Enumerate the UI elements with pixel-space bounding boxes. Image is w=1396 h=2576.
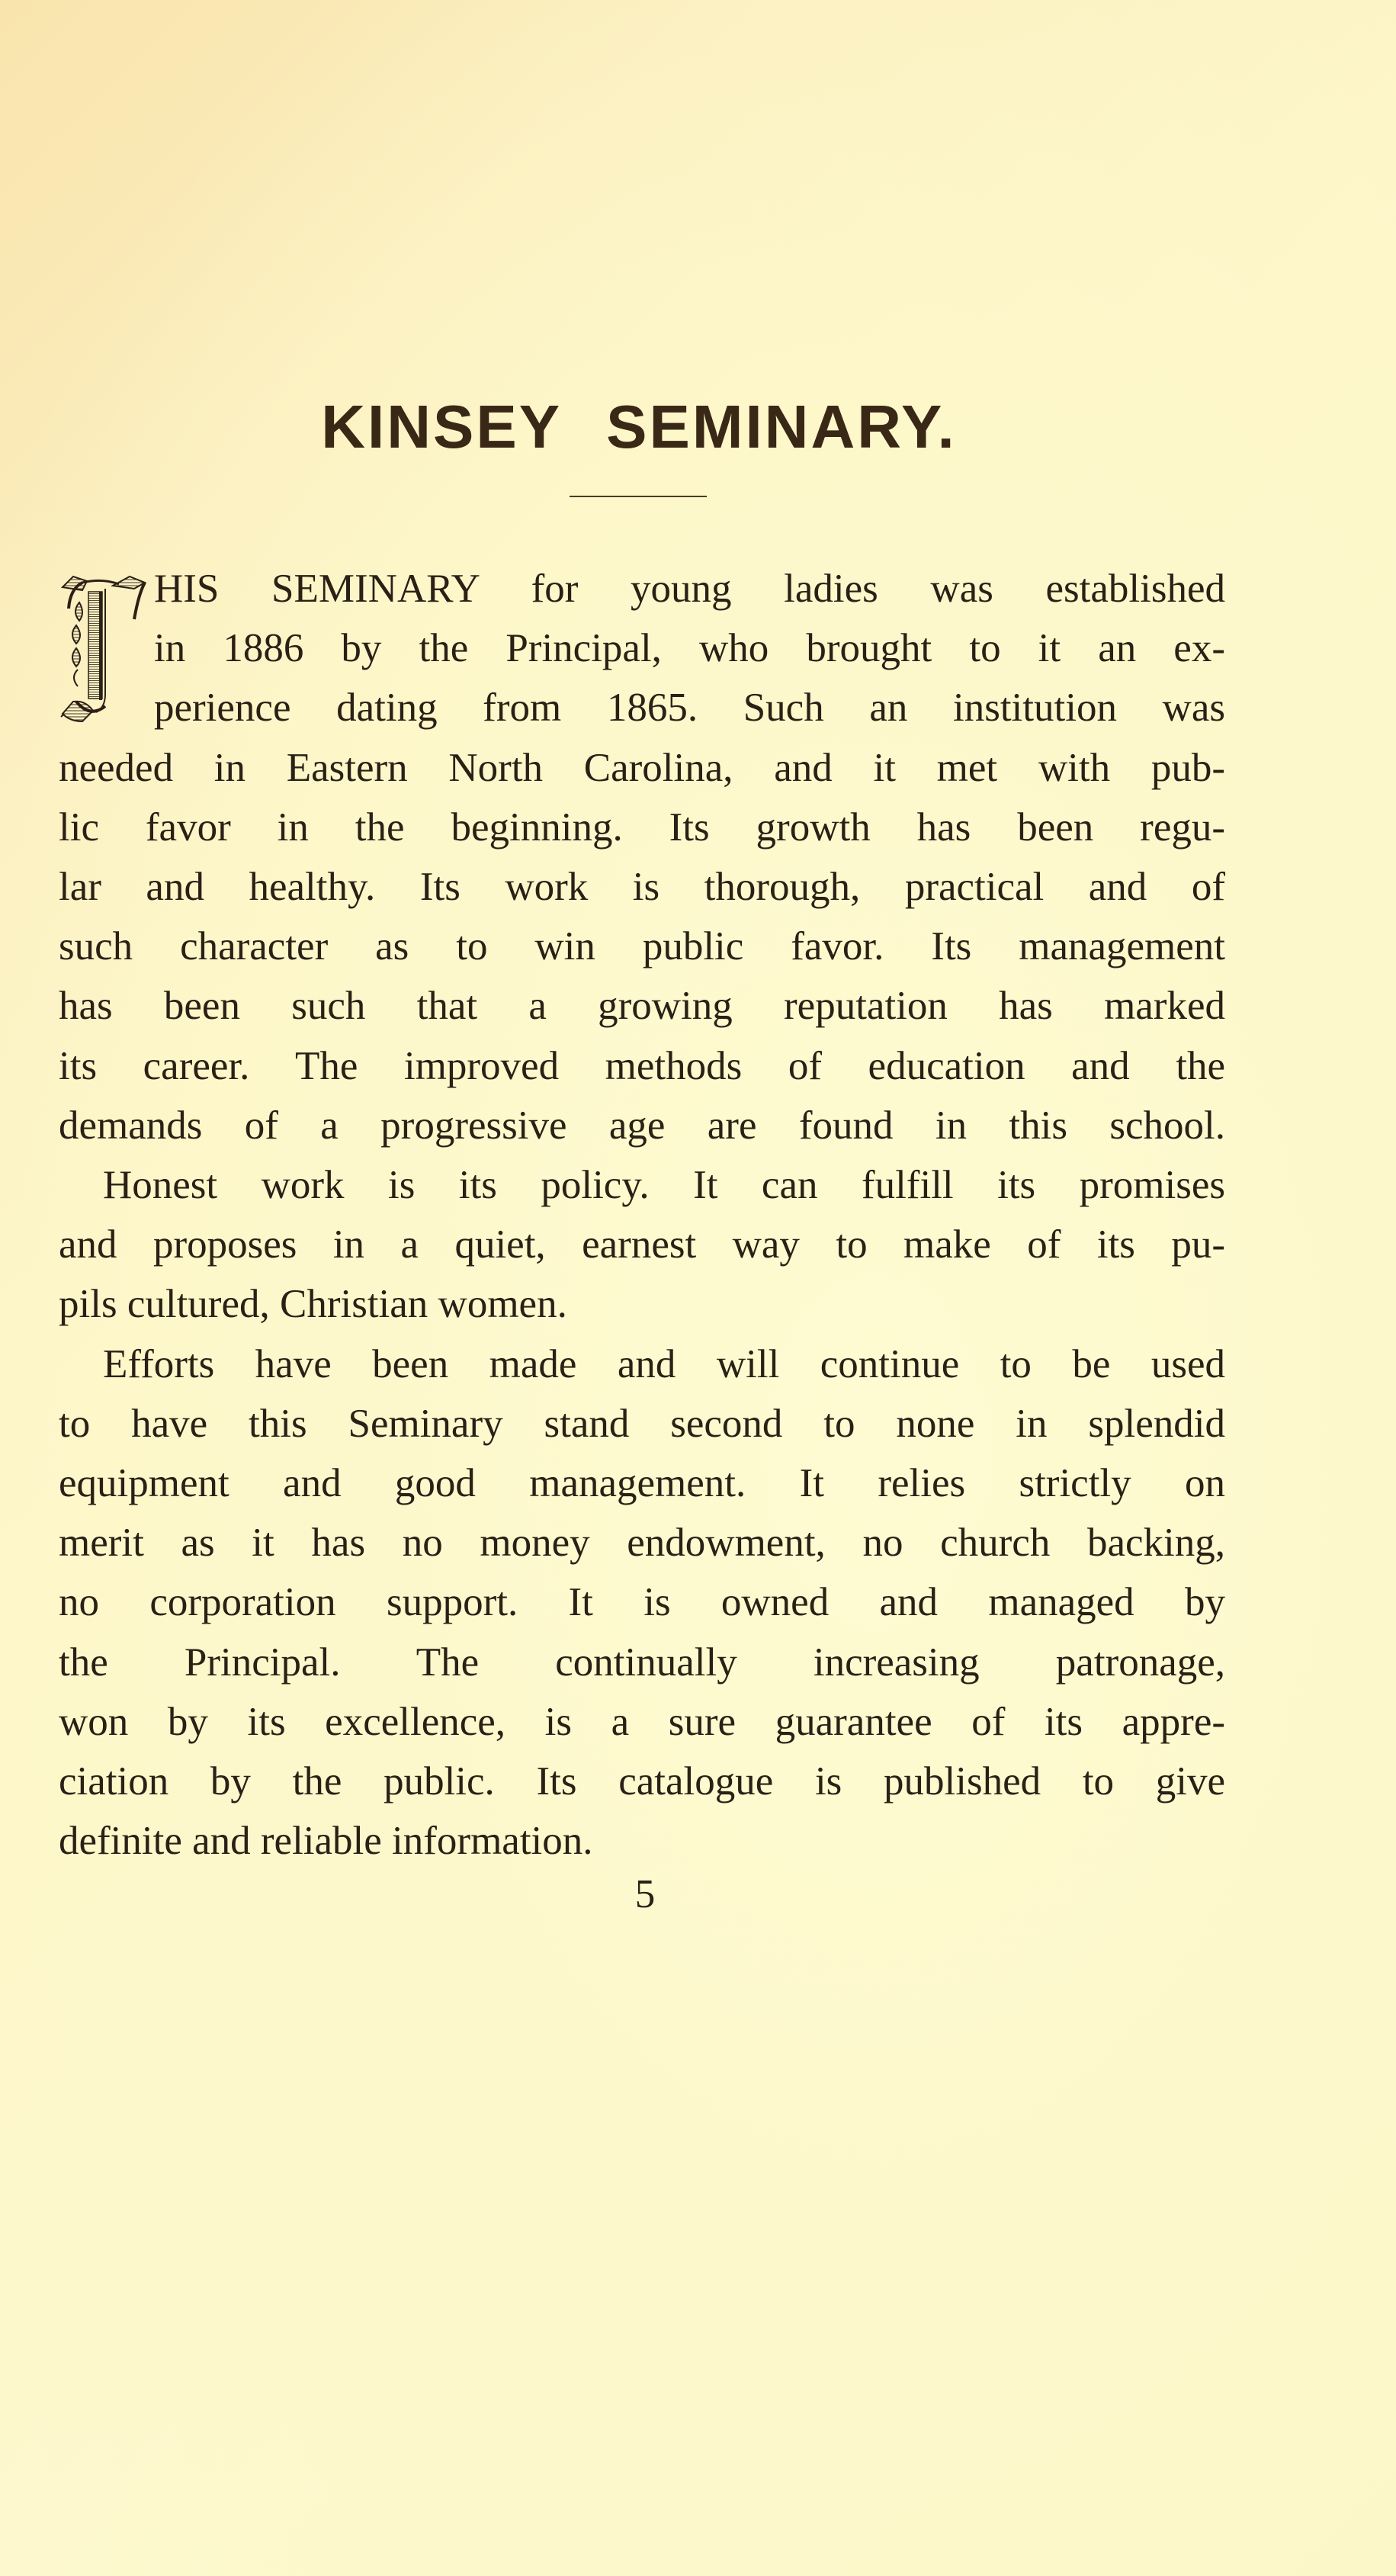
ornamental-initial-t-icon [59, 572, 149, 724]
body-line: definite and reliable information. [59, 1819, 593, 1863]
body-line: ciation by the public. Its catalogue is published to give [59, 1759, 1225, 1804]
title-word-kinsey: KINSEY [321, 392, 563, 461]
body-line: equipment and good management. It relies strictly on [59, 1461, 1225, 1505]
body-line: its career. The improved methods of education and the [59, 1044, 1225, 1088]
body-line: Honest work is its policy. It can fulfill its promises [103, 1163, 1225, 1207]
body-line: and proposes in a quiet, earnest way to make of its pu- [59, 1222, 1225, 1267]
body-line: merit as it has no money endowment, no church backing, [59, 1521, 1225, 1565]
body-line: perience dating from 1865. Such an institution was [154, 686, 1225, 730]
body-line: lar and healthy. Its work is thorough, practical and of [59, 865, 1225, 909]
body-line: won by its excellence, is a sure guarantee of its appre- [59, 1700, 1225, 1744]
page-number: 5 [634, 1872, 656, 1916]
body-line: has been such that a growing reputation has marked [59, 984, 1225, 1028]
title-divider [570, 496, 707, 497]
body-line: Efforts have been made and will continue to be used [103, 1342, 1225, 1386]
body-line: such character as to win public favor. Its management [59, 924, 1225, 968]
body-line: HIS SEMINARY for young ladies was established [154, 567, 1225, 611]
body-line: in 1886 by the Principal, who brought to it an ex- [154, 626, 1225, 670]
body-line: no corporation support. It is owned and managed by [59, 1580, 1225, 1624]
body-line: needed in Eastern North Carolina, and it met with pub- [59, 746, 1225, 790]
body-line: lic favor in the beginning. Its growth has been regu- [59, 805, 1225, 850]
body-line: pils cultured, Christian women. [59, 1282, 567, 1326]
body-line: the Principal. The continually increasing patronage, [59, 1640, 1225, 1685]
body-line: demands of a progressive age are found in this school. [59, 1103, 1225, 1148]
title-word-seminary: SEMINARY. [606, 392, 957, 461]
page-title [59, 392, 1225, 461]
body-line: to have this Seminary stand second to none in splendid [59, 1402, 1225, 1446]
